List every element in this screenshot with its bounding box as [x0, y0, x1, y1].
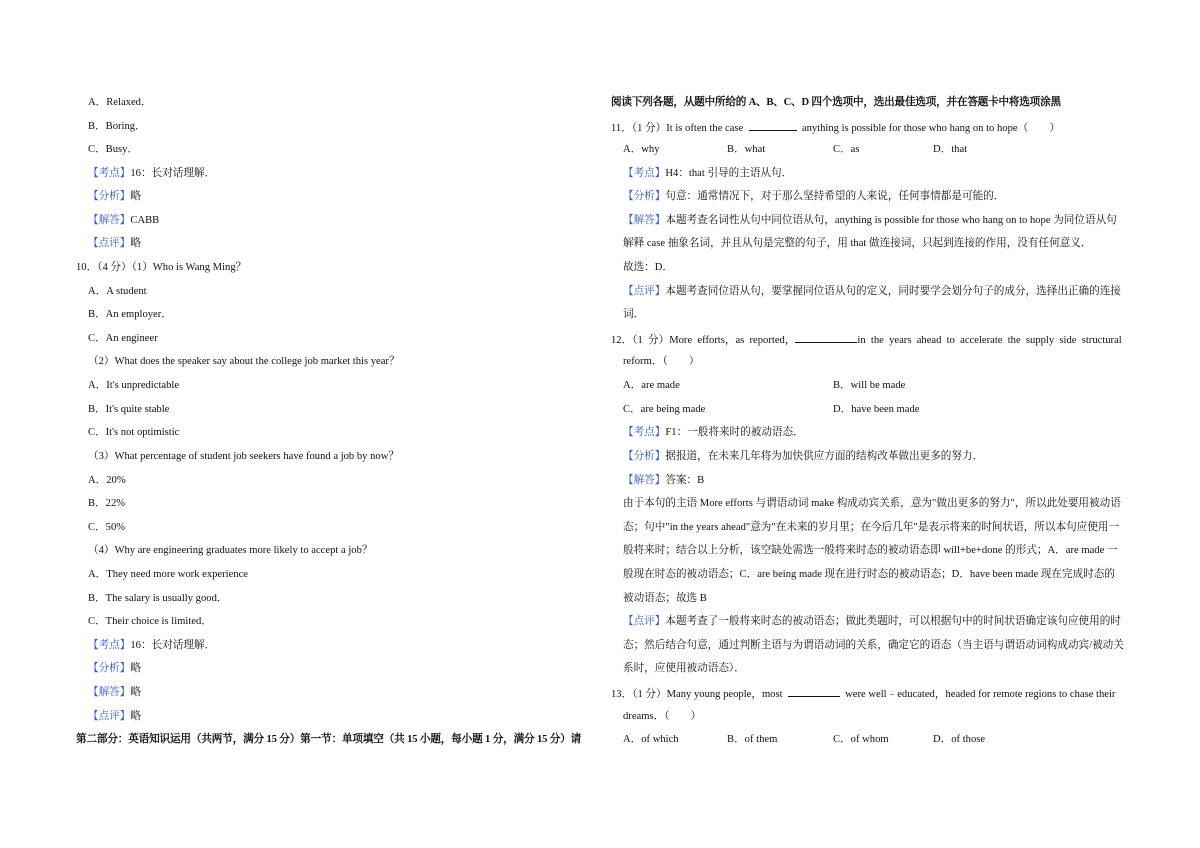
jieda-text: 本题考查名词性从句中同位语从句，anything is possible for those who hang on to hope 为同位语从句 [665, 215, 1117, 226]
q11-option-b: B．what [727, 144, 766, 155]
q11-stem [611, 120, 1060, 136]
kaodian-text: 16：长对话理解． [130, 168, 216, 179]
q11-option-a: A．why [623, 144, 660, 155]
q12-stem-part-a: 12．（1 分）More efforts，as reported， [611, 335, 796, 346]
instruction: 阅读下列各题，从题中所给的 A、B、C、D 四个选项中，选出最佳选项，并在答题卡中将选项涂黑 [611, 97, 1061, 108]
q10-2-stem: （2）What does the speaker say about the college job market this year？ [88, 356, 400, 367]
kaodian-text: F1：一般将来时的被动语态． [665, 427, 804, 438]
q12-dianping [623, 615, 1121, 629]
q12-jieda-line-5: 般现在时态的被动语态；C．are being made 现在进行时态的被动语态；D．have been made 现在完成时态的 [623, 569, 1115, 580]
q10-kaodian [88, 639, 215, 653]
q11-jieda-line-3: 故选：D． [623, 262, 674, 273]
q11-stem-part-a: 11．（1 分）It is often the case [611, 123, 744, 134]
q12-stem [611, 332, 1122, 348]
fenxi-text: 略 [130, 191, 141, 202]
jieda-tag: 【解答】 [623, 215, 666, 226]
fenxi-tag: 【分析】 [88, 191, 131, 202]
q11-jieda [623, 214, 1117, 228]
dianping-tag: 【点评】 [88, 711, 131, 722]
q10-4-option-c: C．Their choice is limited． [88, 616, 212, 627]
fenxi-text: 略 [130, 663, 141, 674]
q10-4-stem: （4）Why are engineering graduates more likely to accept a job？ [88, 545, 373, 556]
q12-dianping-line-2: 态；然后结合句意，通过判断主语与为谓语动词的关系，确定它的语态（当主语与谓语动词构成动宾/被动关 [623, 640, 1124, 651]
dianping-tag: 【点评】 [88, 238, 131, 249]
section-heading: 第二部分：英语知识运用（共两节，满分 15 分）第一节：单项填空（共 15 小题，每小题 1 分，满分 15 分）请 [76, 734, 582, 745]
jieda-tag: 【解答】 [623, 475, 666, 486]
q10-dianping [88, 710, 141, 724]
q10-4-option-a: A．They need more work experience [88, 569, 249, 580]
kaodian-text: H4：that 引导的主语从句． [665, 168, 793, 179]
kaodian-tag: 【考点】 [623, 427, 666, 438]
q9-dianping [88, 237, 141, 251]
q12-answer-blank[interactable] [795, 332, 857, 343]
q13-answer-blank[interactable] [788, 686, 840, 697]
fenxi-text: 据报道，在未来几年将为加快供应方面的结构改革做出更多的努力． [665, 451, 984, 462]
dianping-tag: 【点评】 [623, 286, 666, 297]
q13-stem [611, 686, 1115, 702]
dianping-text: 本题考查了一般将来时态的被动语态；做此类题时，可以根据句中的时间状语确定该句应使用的时 [665, 616, 1121, 627]
kaodian-text: 16：长对话理解． [130, 640, 216, 651]
dianping-text: 略 [130, 711, 141, 722]
q12-fenxi [623, 450, 983, 464]
q10-fenxi [88, 662, 141, 676]
q13-option-d: D．of those [933, 734, 986, 745]
q9-jieda [88, 214, 159, 228]
q12-option-b: B．will be made [833, 380, 906, 391]
q10-4-option-b: B．The salary is usually good． [88, 593, 228, 604]
q10-3-option-c: C．50% [88, 522, 126, 533]
kaodian-tag: 【考点】 [88, 168, 131, 179]
jieda-tag: 【解答】 [88, 687, 131, 698]
q13-option-c: C．of whom [833, 734, 889, 745]
fenxi-text: 句意：通常情况下，对于那么坚持希望的人来说，任何事情都是可能的． [665, 191, 1005, 202]
fenxi-tag: 【分析】 [88, 663, 131, 674]
q9-option-b: B．Boring． [88, 121, 146, 132]
q10-1-option-c: C．An engineer [88, 333, 158, 344]
q12-dianping-line-3: 系时，应使用被动语态）． [623, 663, 745, 674]
jieda-text: CABB [130, 215, 160, 226]
q12-kaodian [623, 426, 804, 440]
q11-fenxi [623, 190, 1004, 204]
dianping-text: 本题考查同位语从句，要掌握同位语从句的定义，同时要学会划分句子的成分，选择出正确的连接 [665, 286, 1121, 297]
q11-answer-blank[interactable] [749, 120, 797, 131]
q12-jieda [623, 474, 704, 488]
jieda-tag: 【解答】 [88, 215, 131, 226]
q10-2-option-a: A．It's unpredictable [88, 380, 180, 391]
kaodian-tag: 【考点】 [623, 168, 666, 179]
q12-option-d: D．have been made [833, 404, 920, 415]
q13-option-a: A．of which [623, 734, 679, 745]
q10-3-stem: （3）What percentage of student job seekers have found a job by now？ [88, 451, 399, 462]
q10-stem: 10．（4 分）（1）Who is Wang Ming？ [76, 262, 247, 273]
q11-dianping-line-2: 词． [623, 309, 645, 320]
q11-option-d: D．that [933, 144, 968, 155]
q13-stem-line-2: dreams．（ ） [623, 711, 702, 722]
q9-option-c: C．Busy． [88, 144, 139, 155]
q11-option-c: C．as [833, 144, 860, 155]
q10-3-option-b: B．22% [88, 498, 126, 509]
q13-option-b: B．of them [727, 734, 778, 745]
q12-stem-part-b: in the years ahead to accelerate the supply side structural [857, 335, 1122, 346]
q13-stem-part-a: 13．（1 分）Many young people，most [611, 689, 783, 700]
q10-3-option-a: A．20% [88, 475, 126, 486]
q12-jieda-line-3: 态；句中"in the years ahead"意为"在未来的岁月里；在今后几年"是表示将来的时间状语，所以本句应使用一 [623, 522, 1120, 533]
q9-kaodian [88, 167, 215, 181]
q12-option-c: C．are being made [623, 404, 706, 415]
jieda-text: 答案：B [665, 475, 705, 486]
q12-jieda-line-4: 般将来时；结合以上分析，该空缺处需选一般将来时态的被动语态即 will+be+done 的形式；A．are made 一 [623, 545, 1118, 556]
q10-1-option-b: B．An employer． [88, 309, 172, 320]
fenxi-tag: 【分析】 [623, 191, 666, 202]
q9-fenxi [88, 190, 141, 204]
jieda-text: 略 [130, 687, 141, 698]
q10-jieda [88, 686, 141, 700]
dianping-tag: 【点评】 [623, 616, 666, 627]
q12-jieda-line-6: 被动语态；故选 B [623, 593, 707, 604]
q11-stem-part-b: anything is possible for those who hang on to hope（ ） [801, 123, 1060, 134]
q12-jieda-line-2: 由于本句的主语 More efforts 与谓语动词 make 构成动宾关系，意为"做出更多的努力"，所以此处要用被动语 [623, 498, 1121, 509]
q11-kaodian [623, 167, 792, 181]
q10-2-option-c: C．It's not optimistic [88, 427, 180, 438]
q13-stem-part-b: were well﹣educated，headed for remote regions to chase their [845, 689, 1116, 700]
kaodian-tag: 【考点】 [88, 640, 131, 651]
q11-dianping [623, 285, 1121, 299]
q10-2-option-b: B．It's quite stable [88, 404, 170, 415]
q9-option-a: A．Relaxed． [88, 97, 152, 108]
dianping-text: 略 [130, 238, 141, 249]
fenxi-tag: 【分析】 [623, 451, 666, 462]
q10-1-option-a: A．A student [88, 286, 147, 297]
q12-stem-line-2: reform．（ ） [623, 356, 700, 367]
q11-jieda-line-2: 解释 case 抽象名词，并且从句是完整的句子，用 that 做连接词，只起到连接的作用，没有任何意义． [623, 238, 1092, 249]
q12-option-a: A．are made [623, 380, 680, 391]
